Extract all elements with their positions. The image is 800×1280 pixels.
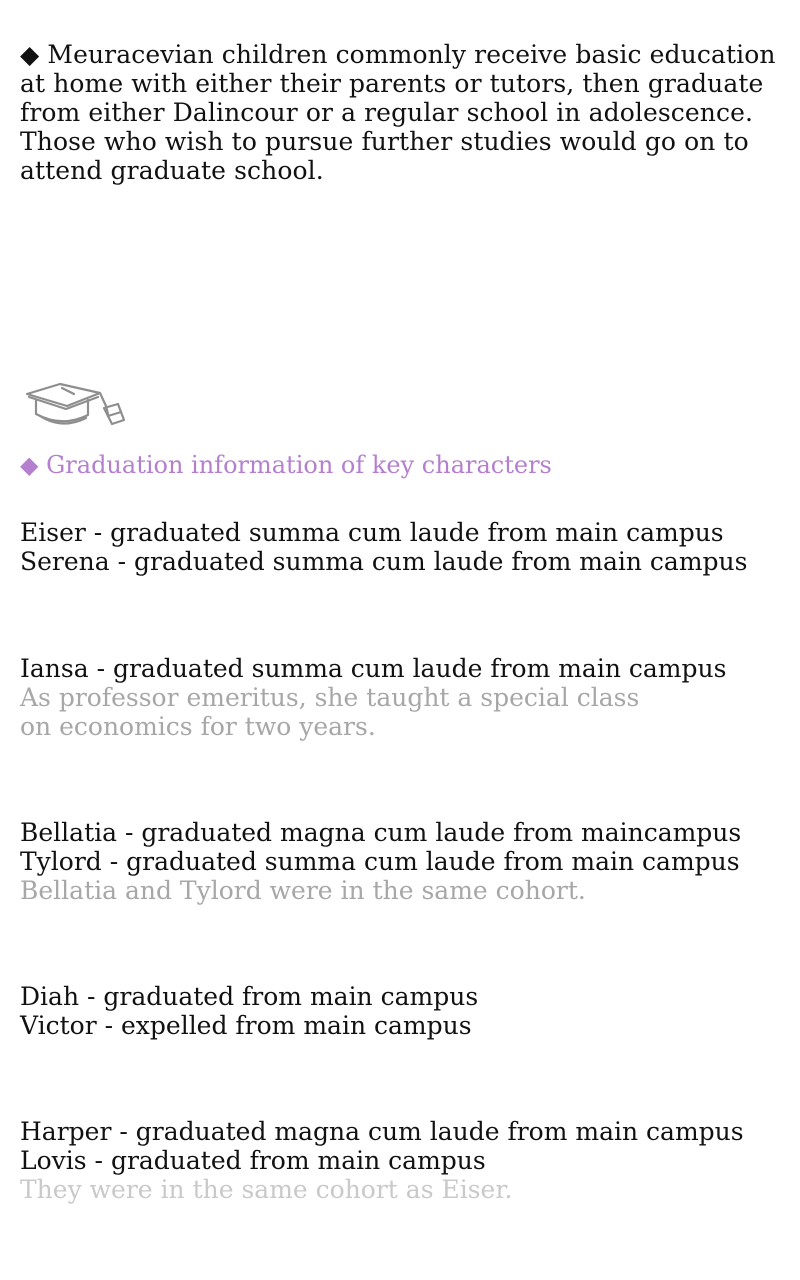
- section-heading: [20, 450, 552, 480]
- character-group: [20, 654, 780, 741]
- intro-line: at home with either their parents or tutors, then graduate: [20, 69, 764, 98]
- diamond-bullet-icon: ◆: [20, 451, 39, 479]
- intro-line: attend graduate school.: [20, 156, 324, 185]
- character-entry: Serena - graduated summa cum laude from main campus: [20, 547, 748, 576]
- character-group: [20, 818, 780, 905]
- diamond-bullet-icon: ◆: [20, 40, 40, 69]
- intro-paragraph: [20, 40, 780, 185]
- intro-line: Those who wish to pursue further studies would go on to: [20, 127, 749, 156]
- character-entry: Iansa - graduated summa cum laude from main campus: [20, 654, 727, 683]
- character-entry: Eiser - graduated summa cum laude from main campus: [20, 518, 724, 547]
- character-entry: Lovis - graduated from main campus: [20, 1146, 486, 1175]
- character-entry: Harper - graduated magna cum laude from main campus: [20, 1117, 744, 1146]
- character-entry: Victor - expelled from main campus: [20, 1011, 472, 1040]
- character-note: They were in the same cohort as Eiser.: [20, 1175, 513, 1204]
- graduation-cap-icon: [22, 380, 128, 432]
- character-group: [20, 982, 780, 1040]
- character-note: As professor emeritus, she taught a special class: [20, 683, 640, 712]
- section-title: Graduation information of key characters: [46, 451, 552, 479]
- character-group: [20, 1117, 780, 1204]
- character-note: on economics for two years.: [20, 712, 376, 741]
- character-entry: Tylord - graduated summa cum laude from main campus: [20, 847, 740, 876]
- character-note: Bellatia and Tylord were in the same cohort.: [20, 876, 586, 905]
- character-entry: Bellatia - graduated magna cum laude from maincampus: [20, 818, 742, 847]
- intro-line: ◆ Meuracevian children commonly receive basic education: [20, 40, 776, 69]
- intro-line: from either Dalincour or a regular school in adolescence.: [20, 98, 754, 127]
- character-entry: Diah - graduated from main campus: [20, 982, 479, 1011]
- character-group: [20, 518, 780, 576]
